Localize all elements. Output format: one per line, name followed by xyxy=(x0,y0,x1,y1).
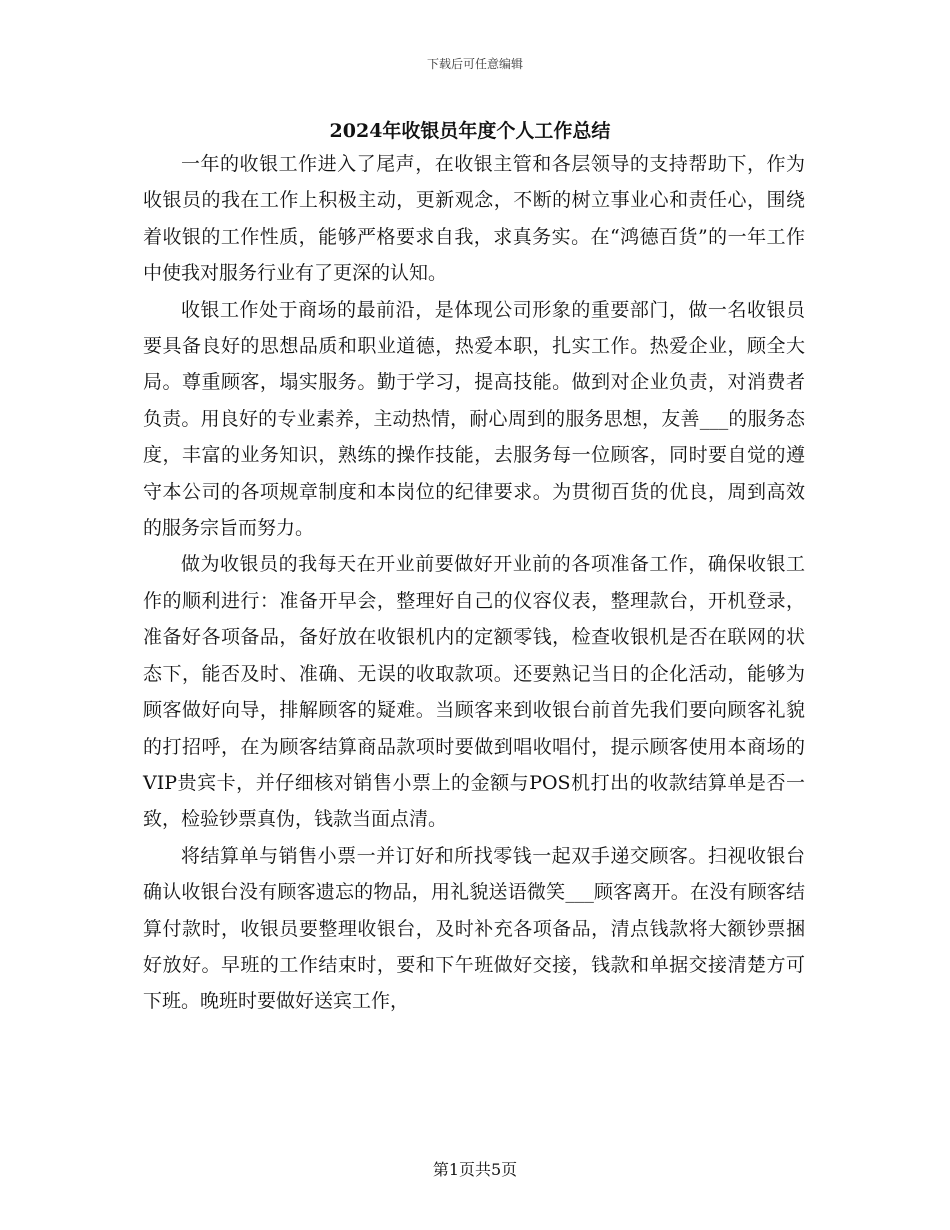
document-body xyxy=(143,146,805,1020)
document-title: 2024年收银员年度个人工作总结 xyxy=(329,120,611,142)
paragraph-3: 做为收银员的我每天在开业前要做好开业前的各项准备工作，确保收银工作的顺利进行：准备开早会，整理好自己的仪容仪表，整理款台，开机登录，准备好各项备品，备好放在收银机内的定额零钱，检查收银机是否在联网的状态下，能否及时、准确、无误的收取款项。还要熟记当日的企化活动，能够为顾客做好向导，排解顾客的疑难。当顾客来到收银台前首先我们要向顾客礼貌的打招呼，在为顾客结算商品款项时要做到唱收唱付，提示顾客使用本商场的VIP贵宾卡，并仔细核对销售小票上的金额与POS机打出的收款结算单是否一致，检验钞票真伪，钱款当面点清。 xyxy=(143,553,805,831)
paragraph-1: 一年的收银工作进入了尾声，在收银主管和各层领导的支持帮助下，作为收银员的我在工作上积极主动，更新观念，不断的树立事业心和责任心，围绕着收银的工作性质，能够严格要求自我，求真务实。在“鸿德百货”的一年工作中使我对服务行业有了更深的认知。 xyxy=(143,153,805,285)
header-note: 下载后可任意编辑 xyxy=(426,57,523,71)
paragraph-2: 收银工作处于商场的最前沿，是体现公司形象的重要部门，做一名收银员要具备良好的思想品质和职业道德，热爱本职，扎实工作。热爱企业，顾全大局。尊重顾客，塌实服务。勤于学习，提高技能。做到对企业负责，对消费者负责。用良好的专业素养，主动热情，耐心周到的服务思想，友善___的服务态度，丰富的业务知识，熟练的操作技能，去服务每一位顾客，同时要自觉的遵守本公司的各项规章制度和本岗位的纪律要求。为贯彻百货的优良，周到高效的服务宗旨而努力。 xyxy=(143,298,805,540)
page-indicator: 第1页共5页 xyxy=(432,1160,518,1179)
paragraph-4: 将结算单与销售小票一并订好和所找零钱一起双手递交顾客。扫视收银台确认收银台没有顾客遗忘的物品，用礼貌送语微笑___顾客离开。在没有顾客结算付款时，收银员要整理收银台，及时补充各项备品，清点钱款将大额钞票捆好放好。早班的工作结束时，要和下午班做好交接，钱款和单据交接清楚方可下班。晚班时要做好送宾工作， xyxy=(143,844,805,1013)
